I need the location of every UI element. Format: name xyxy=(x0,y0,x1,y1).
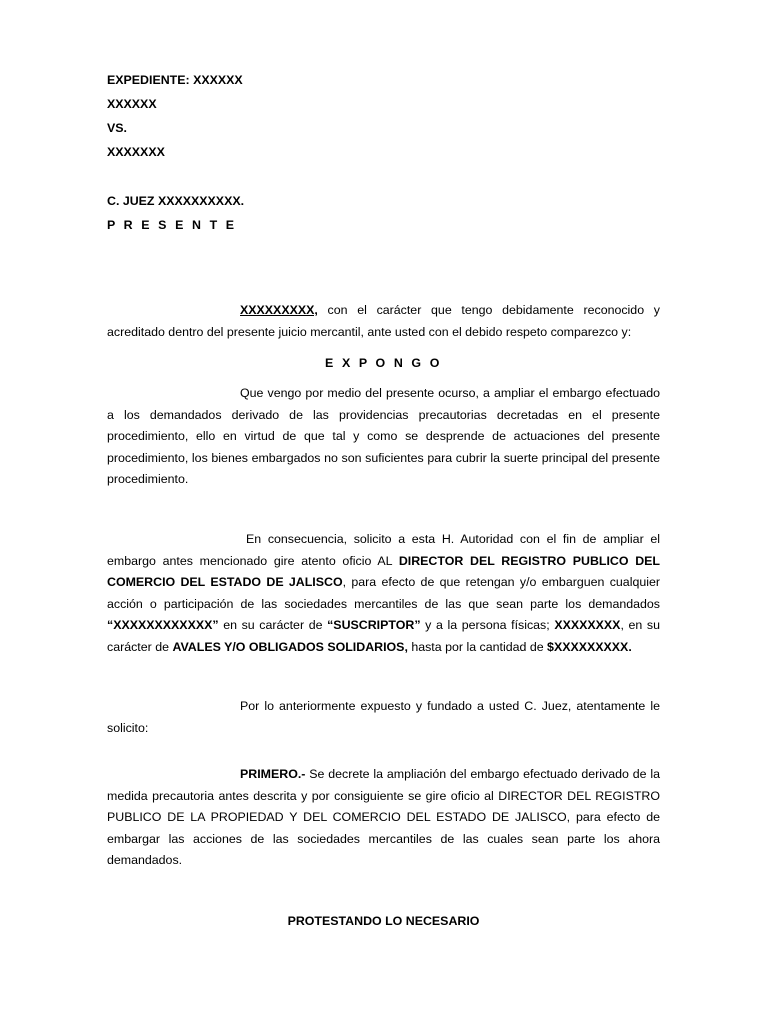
vs-line: VS. xyxy=(107,121,127,135)
party1-line: XXXXXX xyxy=(107,97,157,111)
expongo-heading: E X P O N G O xyxy=(325,356,442,370)
primero-paragraph: PRIMERO.- Se decrete la ampliación del embargo efectuado derivado de la medida precautoria antes descrita y por consiguiente se gire oficio al DIRECTOR DEL REGISTRO PUBLICO DE LA PROPIEDAD Y DEL COMERCIO DEL ESTADO DE JALISCO, para efecto de embargar las acciones de las sociedades mercantiles de las cuales sean parte los ahora demandados. xyxy=(107,767,660,867)
intro-paragraph: XXXXXXXXX, con el carácter que tengo debidamente reconocido y acreditado dentro del presente juicio mercantil, ante usted con el debido respeto comparezco y: xyxy=(107,303,660,339)
presente-line: P R E S E N T E xyxy=(107,218,237,232)
expediente-line: EXPEDIENTE: XXXXXX xyxy=(107,73,243,87)
party2-line: XXXXXXX xyxy=(107,145,165,159)
paragraph-3: Por lo anteriormente expuesto y fundado a usted C. Juez, atentamente le solicito: xyxy=(107,699,660,735)
intro-name: XXXXXXXXX, xyxy=(240,303,318,317)
closing-line: PROTESTANDO LO NECESARIO xyxy=(287,914,480,928)
judge-line: C. JUEZ XXXXXXXXXX. xyxy=(107,194,245,208)
paragraph-1: Que vengo por medio del presente ocurso, a ampliar el embargo efectuado a los demandados derivado de las providencias precautorias decretadas en el presente procedimiento, ello en virtud de que tal y como se desprende de actuaciones del presente procedimiento, los bienes embargados no son suficientes para cubrir la suerte principal del presente procedimiento. xyxy=(107,386,660,486)
paragraph-2: En consecuencia, solicito a esta H. Autoridad con el fin de ampliar el embargo antes mencionado gire atento oficio AL DIRECTOR DEL REGISTRO PUBLICO DEL COMERCIO DEL ESTADO DE JALISCO, para efecto de que retengan y/o embarguen cualquier acción o participación de las sociedades mercantiles de las que sean parte los demandados “XXXXXXXXXXXX” en su carácter de “SUSCRIPTOR” y a la persona físicas; XXXXXXXX, en su carácter de AVALES Y/O OBLIGADOS SOLIDARIOS, hasta por la cantidad de $XXXXXXXXX. xyxy=(107,532,661,654)
primero-label: PRIMERO.- xyxy=(240,767,306,781)
